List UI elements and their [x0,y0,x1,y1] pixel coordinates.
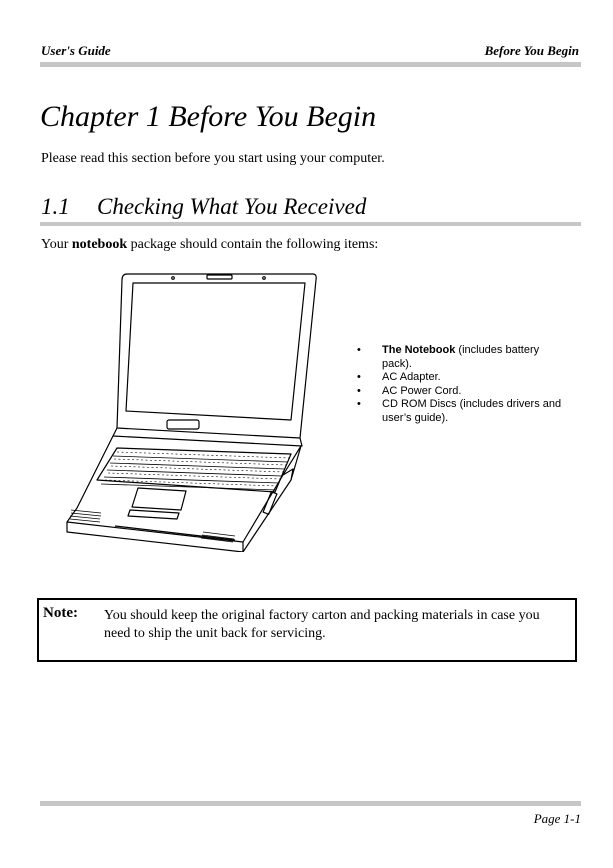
header-right-title: Before You Begin [484,43,579,58]
note-label: Note: [43,605,78,621]
package-suffix: package should contain the following items: [127,237,379,252]
header-rule [40,62,581,67]
section-number: 1.1 [41,194,70,219]
package-bold-word: notebook [71,237,128,252]
package-paragraph [41,237,378,253]
list-item: • AC Adapter. [354,371,564,385]
note-text: You should keep the original factory carton and packing materials in case you need to ship the unit back for servicing. [104,608,540,641]
footer-rule [40,801,581,806]
intro-paragraph: Please read this section before you start using your computer. [41,151,385,166]
package-prefix: Your [41,237,72,252]
chapter-title: Chapter 1 Before You Begin [40,100,377,133]
package-items-list [354,344,564,425]
note-box [37,598,577,662]
notebook-illustration [55,270,317,552]
list-item: • CD ROM Discs (includes drivers and user’s guide). [354,398,564,425]
section-title: Checking What You Received [97,194,367,219]
list-item: • AC Power Cord. [354,385,564,399]
list-item: • The Notebook (includes battery pack). [354,344,564,371]
section-heading [41,194,366,220]
page-number: Page 1-1 [533,811,581,826]
section-rule [40,222,581,226]
header-left-title: User's Guide [41,43,111,58]
